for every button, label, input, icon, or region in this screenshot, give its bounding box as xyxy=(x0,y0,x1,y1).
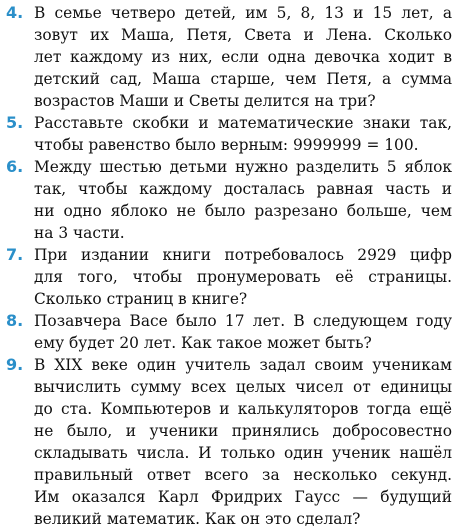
problem-text-line: так, чтобы каждому досталась равная часть и xyxy=(34,180,452,198)
problem-text-line: Расставьте скобки и математические знаки так, xyxy=(34,114,452,132)
problem-text-line: великий математик. Как он это сделал? xyxy=(34,510,361,528)
problem-number: 9. xyxy=(6,355,24,374)
problem-text-line: лет каждому из них, если одна девочка ходит в xyxy=(34,48,452,66)
problem-text-line: чтобы равенство было верным: 9999999 = 100. xyxy=(34,136,419,154)
problem-6 xyxy=(0,156,458,244)
problem-8 xyxy=(0,310,458,354)
problem-text-line: В XIX веке один учитель задал своим ученикам xyxy=(34,356,452,374)
problem-5 xyxy=(0,112,458,156)
problem-text-line: зовут их Маша, Петя, Света и Лена. Сколько xyxy=(34,26,452,44)
problem-text-line: складывать числа. И только один ученик нашёл xyxy=(34,444,452,462)
problem-text-line: Между шестью детьми нужно разделить 5 яблок xyxy=(34,158,452,176)
problem-text-line: вычислить сумму всех целых чисел от единицы xyxy=(34,378,452,396)
problem-text-line: для того, чтобы пронумеровать её страницы. xyxy=(34,268,452,286)
problem-text-line: При издании книги потребовалось 2929 цифр xyxy=(34,246,452,264)
problem-text-line: В семье четверо детей, им 5, 8, 13 и 15 лет, а xyxy=(34,4,452,22)
problem-9 xyxy=(0,354,458,530)
problem-number: 5. xyxy=(6,113,24,132)
problem-text-line: Позавчера Васе было 17 лет. В следующем году xyxy=(34,312,452,330)
problem-text-line: ему будет 20 лет. Как такое может быть? xyxy=(34,334,372,352)
problem-text-line: Им оказался Карл Фридрих Гаусс — будущий xyxy=(34,488,452,506)
problem-number: 6. xyxy=(6,157,24,176)
problem-text-line: не было, и ученики принялись добросовестно xyxy=(34,422,452,440)
problem-number: 7. xyxy=(6,245,24,264)
problem-4 xyxy=(0,2,458,112)
problem-text-line: ни одно яблоко не было разрезано больше, чем xyxy=(34,202,452,220)
problem-number: 8. xyxy=(6,311,24,330)
problem-text-line: детский сад, Маша старше, чем Петя, а сумма xyxy=(34,70,452,88)
problem-text-line: до ста. Компьютеров и калькуляторов тогда ещё xyxy=(34,400,452,418)
problem-7 xyxy=(0,244,458,310)
problem-text-line: Сколько страниц в книге? xyxy=(34,290,248,308)
problem-text-line: на 3 части. xyxy=(34,224,125,242)
problem-number: 4. xyxy=(6,3,24,22)
problem-text-line: правильный ответ всего за несколько секунд. xyxy=(34,466,452,484)
problem-text-line: возрастов Маши и Светы делится на три? xyxy=(34,92,376,110)
